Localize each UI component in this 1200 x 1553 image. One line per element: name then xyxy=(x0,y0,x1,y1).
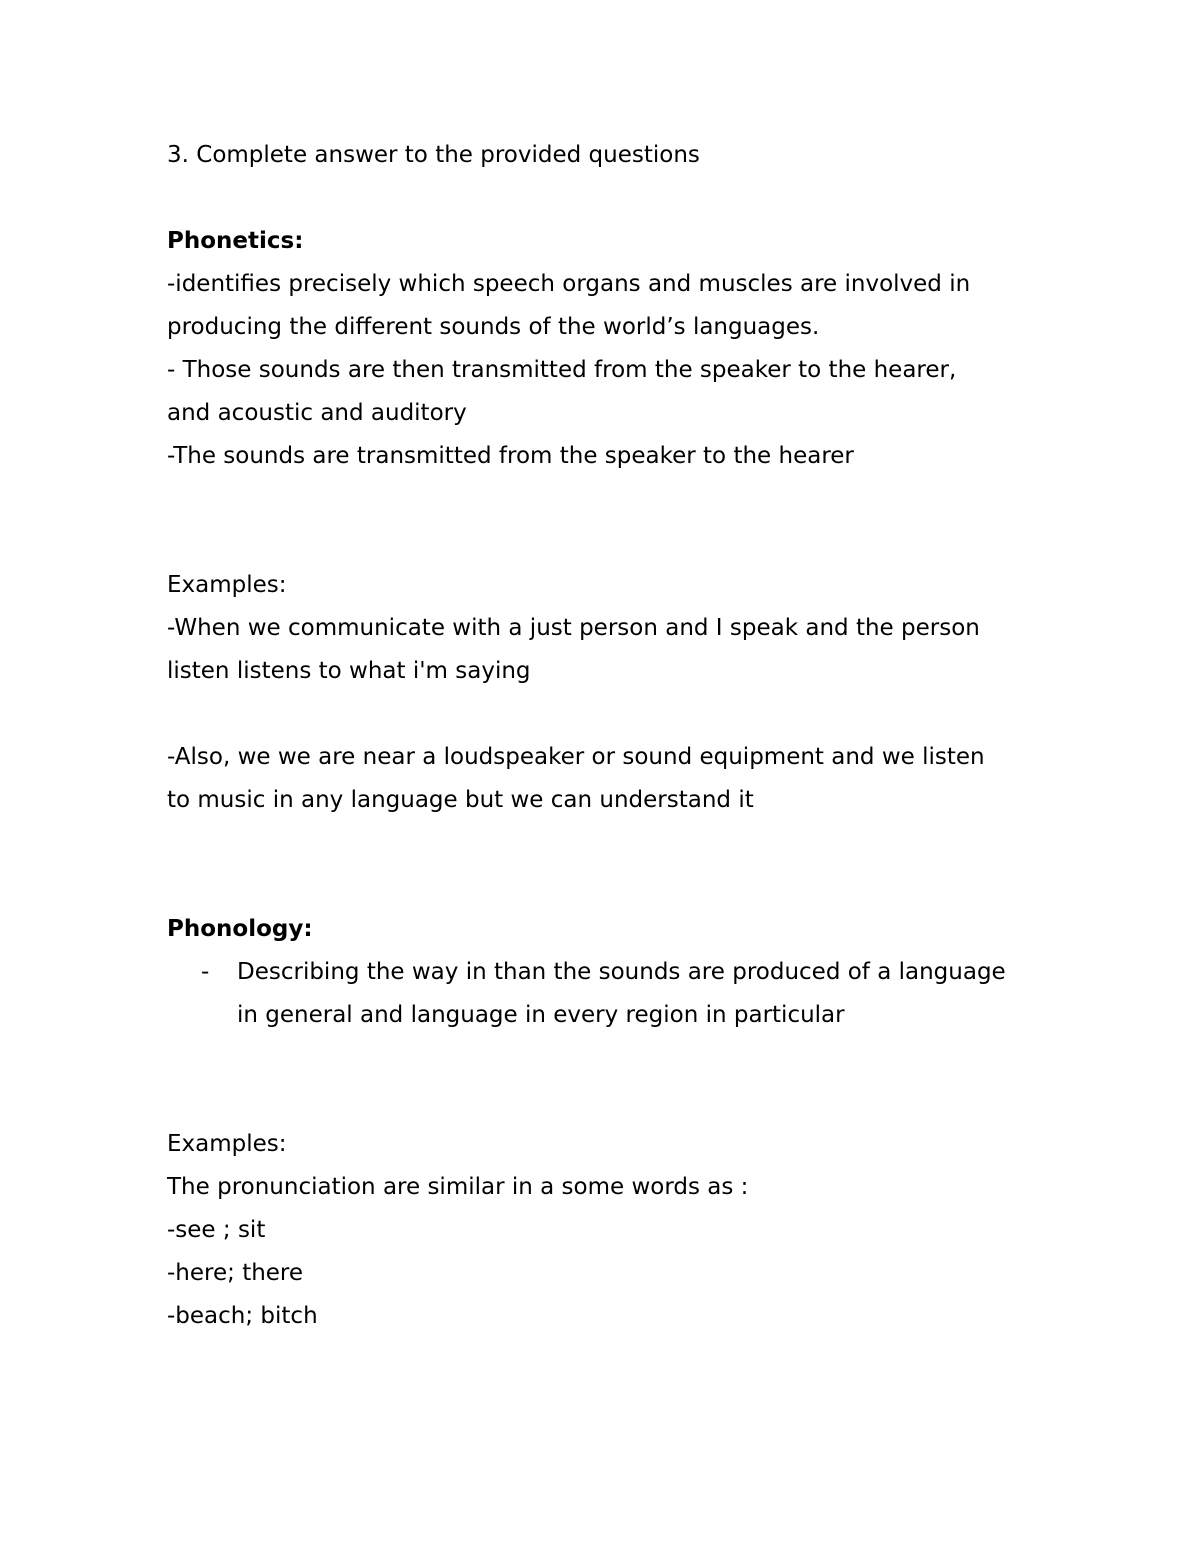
phonetics-line: - Those sounds are then transmitted from the speaker to the hearer, xyxy=(167,357,957,383)
phonetics-example-line: -Also, we we are near a loudspeaker or sound equipment and we listen xyxy=(167,744,985,770)
phonetics-examples-heading: Examples: xyxy=(167,572,287,598)
phonetics-line: and acoustic and auditory xyxy=(167,400,467,426)
phonology-bullet-line: Describing the way in than the sounds are produced of a language xyxy=(237,959,1006,985)
phonology-bullet-line: in general and language in every region in particular xyxy=(237,1002,845,1028)
phonetics-example-line: -When we communicate with a just person and I speak and the person xyxy=(167,615,980,641)
phonetics-example-line: to music in any language but we can understand it xyxy=(167,787,754,813)
phonology-examples-heading: Examples: xyxy=(167,1131,287,1157)
phonology-example-line: -see ; sit xyxy=(167,1217,266,1243)
phonetics-heading: Phonetics: xyxy=(167,228,304,254)
phonology-heading: Phonology: xyxy=(167,916,313,942)
phonology-example-line: -beach; bitch xyxy=(167,1303,318,1329)
intro-line: 3. Complete answer to the provided questions xyxy=(167,142,700,168)
phonetics-line: -The sounds are transmitted from the speaker to the hearer xyxy=(167,443,854,469)
phonology-example-line: -here; there xyxy=(167,1260,304,1286)
bullet-dash: - xyxy=(201,959,210,985)
phonetics-line: -identifies precisely which speech organs and muscles are involved in xyxy=(167,271,971,297)
phonetics-example-line: listen listens to what i'm saying xyxy=(167,658,531,684)
phonology-example-line: The pronunciation are similar in a some words as : xyxy=(167,1174,749,1200)
phonetics-line: producing the different sounds of the world’s languages. xyxy=(167,314,820,340)
